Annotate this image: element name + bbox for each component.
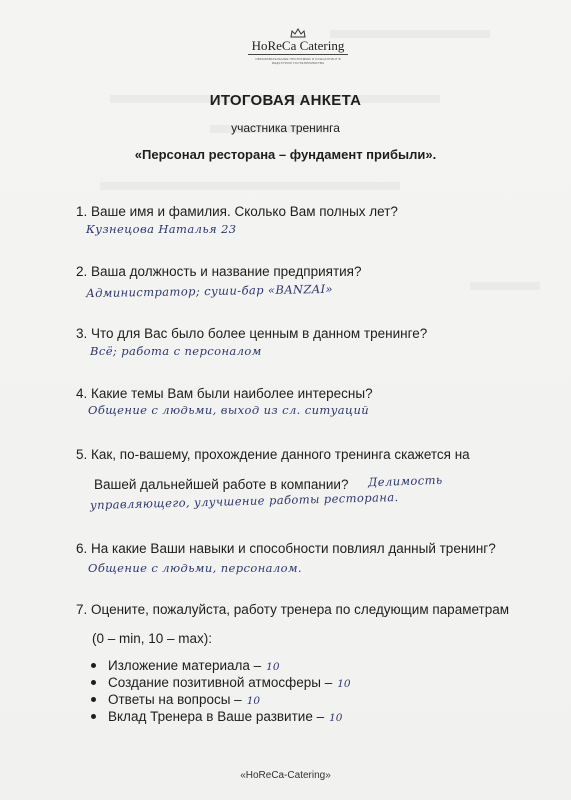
question-5: 5. Как, по-вашему, прохождение данного тренинга скажется на	[76, 447, 470, 462]
list-item	[88, 708, 351, 725]
question-5-line-2: Вашей дальнейшей работе в компании?	[94, 477, 349, 492]
list-item	[88, 691, 351, 708]
bullet-icon	[91, 714, 96, 719]
rating-score: 10	[329, 712, 343, 724]
answer-1: Кузнецова Наталья 23	[86, 222, 237, 236]
bleed-through-line	[470, 282, 540, 290]
answer-4: Общение с людьми, выход из сл. ситуаций	[88, 403, 370, 417]
rating-score: 10	[266, 661, 280, 673]
logo-brand-name: HoReCa Catering	[248, 38, 348, 55]
rating-list	[88, 657, 351, 725]
page-title: ИТОГОВАЯ АНКЕТА	[209, 92, 362, 109]
question-3: 3. Что для Вас было более ценным в данном тренинге?	[76, 326, 428, 341]
rating-label: Создание позитивной атмосферы –	[108, 675, 333, 690]
logo-tagline: ОБРАЗОВАТЕЛЬНЫЕ ПРОГРАММЫ И КОНСАЛТИНГ В ИНДУСТРИИ ГОСТЕПРИИМСТВА	[255, 57, 341, 65]
rating-label: Вклад Тренера в Ваше развитие –	[108, 709, 325, 724]
bullet-icon	[91, 680, 96, 685]
rating-score: 10	[337, 678, 351, 690]
horeca-logo	[248, 28, 348, 72]
list-item	[88, 657, 351, 674]
question-1: 1. Ваше имя и фамилия. Сколько Вам полных лет?	[76, 204, 398, 219]
answer-6: Общение с людьми, персоналом.	[88, 561, 302, 575]
answer-3: Всё; работа с персоналом	[90, 344, 262, 358]
rating-scale: (0 – min, 10 – max):	[92, 631, 213, 646]
bleed-through-line	[100, 182, 400, 190]
answer-5-part-1: Делимость	[367, 472, 443, 490]
list-item	[88, 674, 351, 691]
bleed-through-line	[330, 30, 490, 38]
rating-score: 10	[246, 695, 261, 707]
answer-5-part-2: управляющего, улучшение работы ресторана.	[89, 489, 399, 513]
bullet-icon	[91, 663, 96, 668]
crown-icon	[290, 28, 306, 38]
training-name: «Персонал ресторана – фундамент прибыли».	[134, 147, 437, 162]
question-4: 4. Какие темы Вам были наиболее интересны?	[76, 386, 373, 401]
question-2: 2. Ваша должность и название предприятия?	[76, 264, 362, 279]
bullet-icon	[91, 697, 96, 702]
rating-label: Изложение материала –	[108, 658, 262, 673]
question-7: 7. Оцените, пожалуйста, работу тренера по следующим параметрам	[76, 602, 510, 617]
page-subtitle: участника тренинга	[231, 121, 340, 135]
answer-2: Администратор; суши-бар «BANZAI»	[85, 281, 334, 301]
rating-label: Ответы на вопросы –	[108, 692, 242, 707]
question-6: 6. На какие Ваши навыки и способности повлиял данный тренинг?	[76, 541, 496, 556]
page-footer: «HoReCa-Catering»	[240, 770, 331, 781]
